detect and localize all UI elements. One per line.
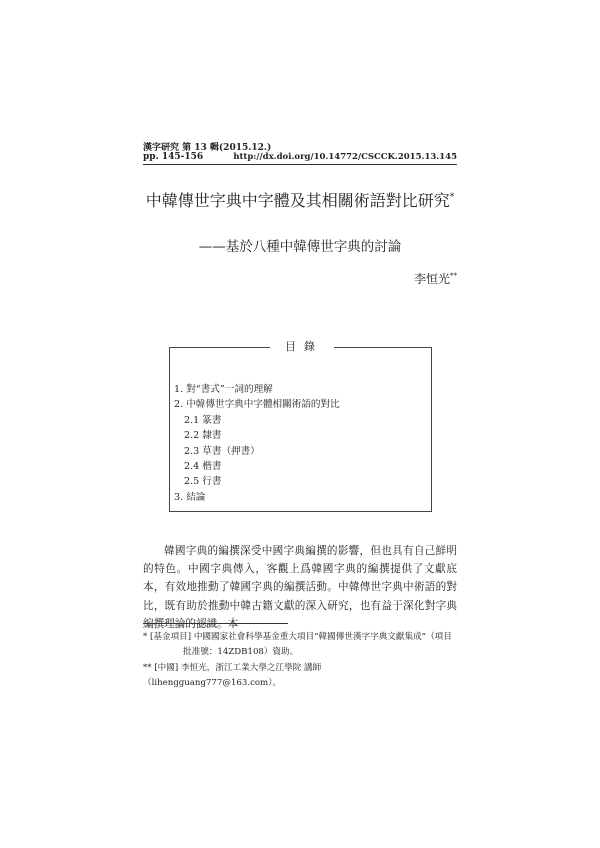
toc-item[interactable]: 2. 中韓傳世字典中字體相關術語的對比 — [174, 399, 340, 411]
toc-list — [174, 382, 340, 505]
toc-heading: 目錄 — [270, 338, 334, 354]
paper-title — [143, 188, 457, 211]
footnote-rule — [143, 623, 288, 624]
toc-item[interactable]: 3. 結論 — [174, 491, 206, 503]
footnote-2: ** [中國] 李恒光，浙江工業大學之江學院 講師（lihengguang777@163.com）。 — [143, 663, 322, 688]
toc-item[interactable]: 1. 對“書式”一詞的理解 — [174, 384, 273, 395]
journal-header: 漢字研究 第 13 輯(2015.12.) — [143, 143, 272, 153]
author-name: 李恒光 — [413, 272, 450, 286]
body-paragraph: 韓國字典的編撰深受中國字典編撰的影響，但也具有自己鮮明的特色。中國字典傳入，客觀上爲韓國字典的編撰提供了文獻底本，有效地推動了韓國字典的編撰活動。中韓傳世字典中術語的對比，既有助於推動中韓古籍文獻的深入研究，也有益于深化對字典編撰理論的認識。本 — [143, 545, 457, 630]
toc-item[interactable]: 2.5 行書 — [184, 476, 222, 488]
footnote-1-continuation: 批准號：14ZDB108）資助。 — [183, 646, 299, 657]
toc-item[interactable]: 2.2 隸書 — [184, 430, 222, 442]
title-text: 中韓傳世字典中字體及其相關術語對比研究 — [145, 191, 450, 210]
toc-item[interactable]: 2.4 楷書 — [184, 461, 222, 473]
footnote-1-line: * [基金項目] 中國國家社會科學基金重大項目“韓國傳世漢字字典文獻集成”（項目 — [143, 632, 452, 642]
doi-link[interactable]: http://dx.doi.org/10.14772/CSCCK.2015.13.145 — [233, 152, 457, 162]
footnote-1 — [143, 630, 457, 659]
page-range: pp. 145-156 — [143, 152, 204, 162]
toc-item[interactable]: 2.1 篆書 — [184, 414, 222, 426]
author — [414, 270, 457, 287]
toc-item[interactable]: 2.3 草書（押書） — [184, 445, 260, 457]
paper-subtitle: ——基於八種中韓傳世字典的討論 — [198, 239, 402, 255]
header-rule — [143, 164, 457, 165]
title-footnote-mark[interactable]: * — [449, 192, 455, 203]
author-footnote-mark[interactable]: ** — [450, 272, 457, 280]
